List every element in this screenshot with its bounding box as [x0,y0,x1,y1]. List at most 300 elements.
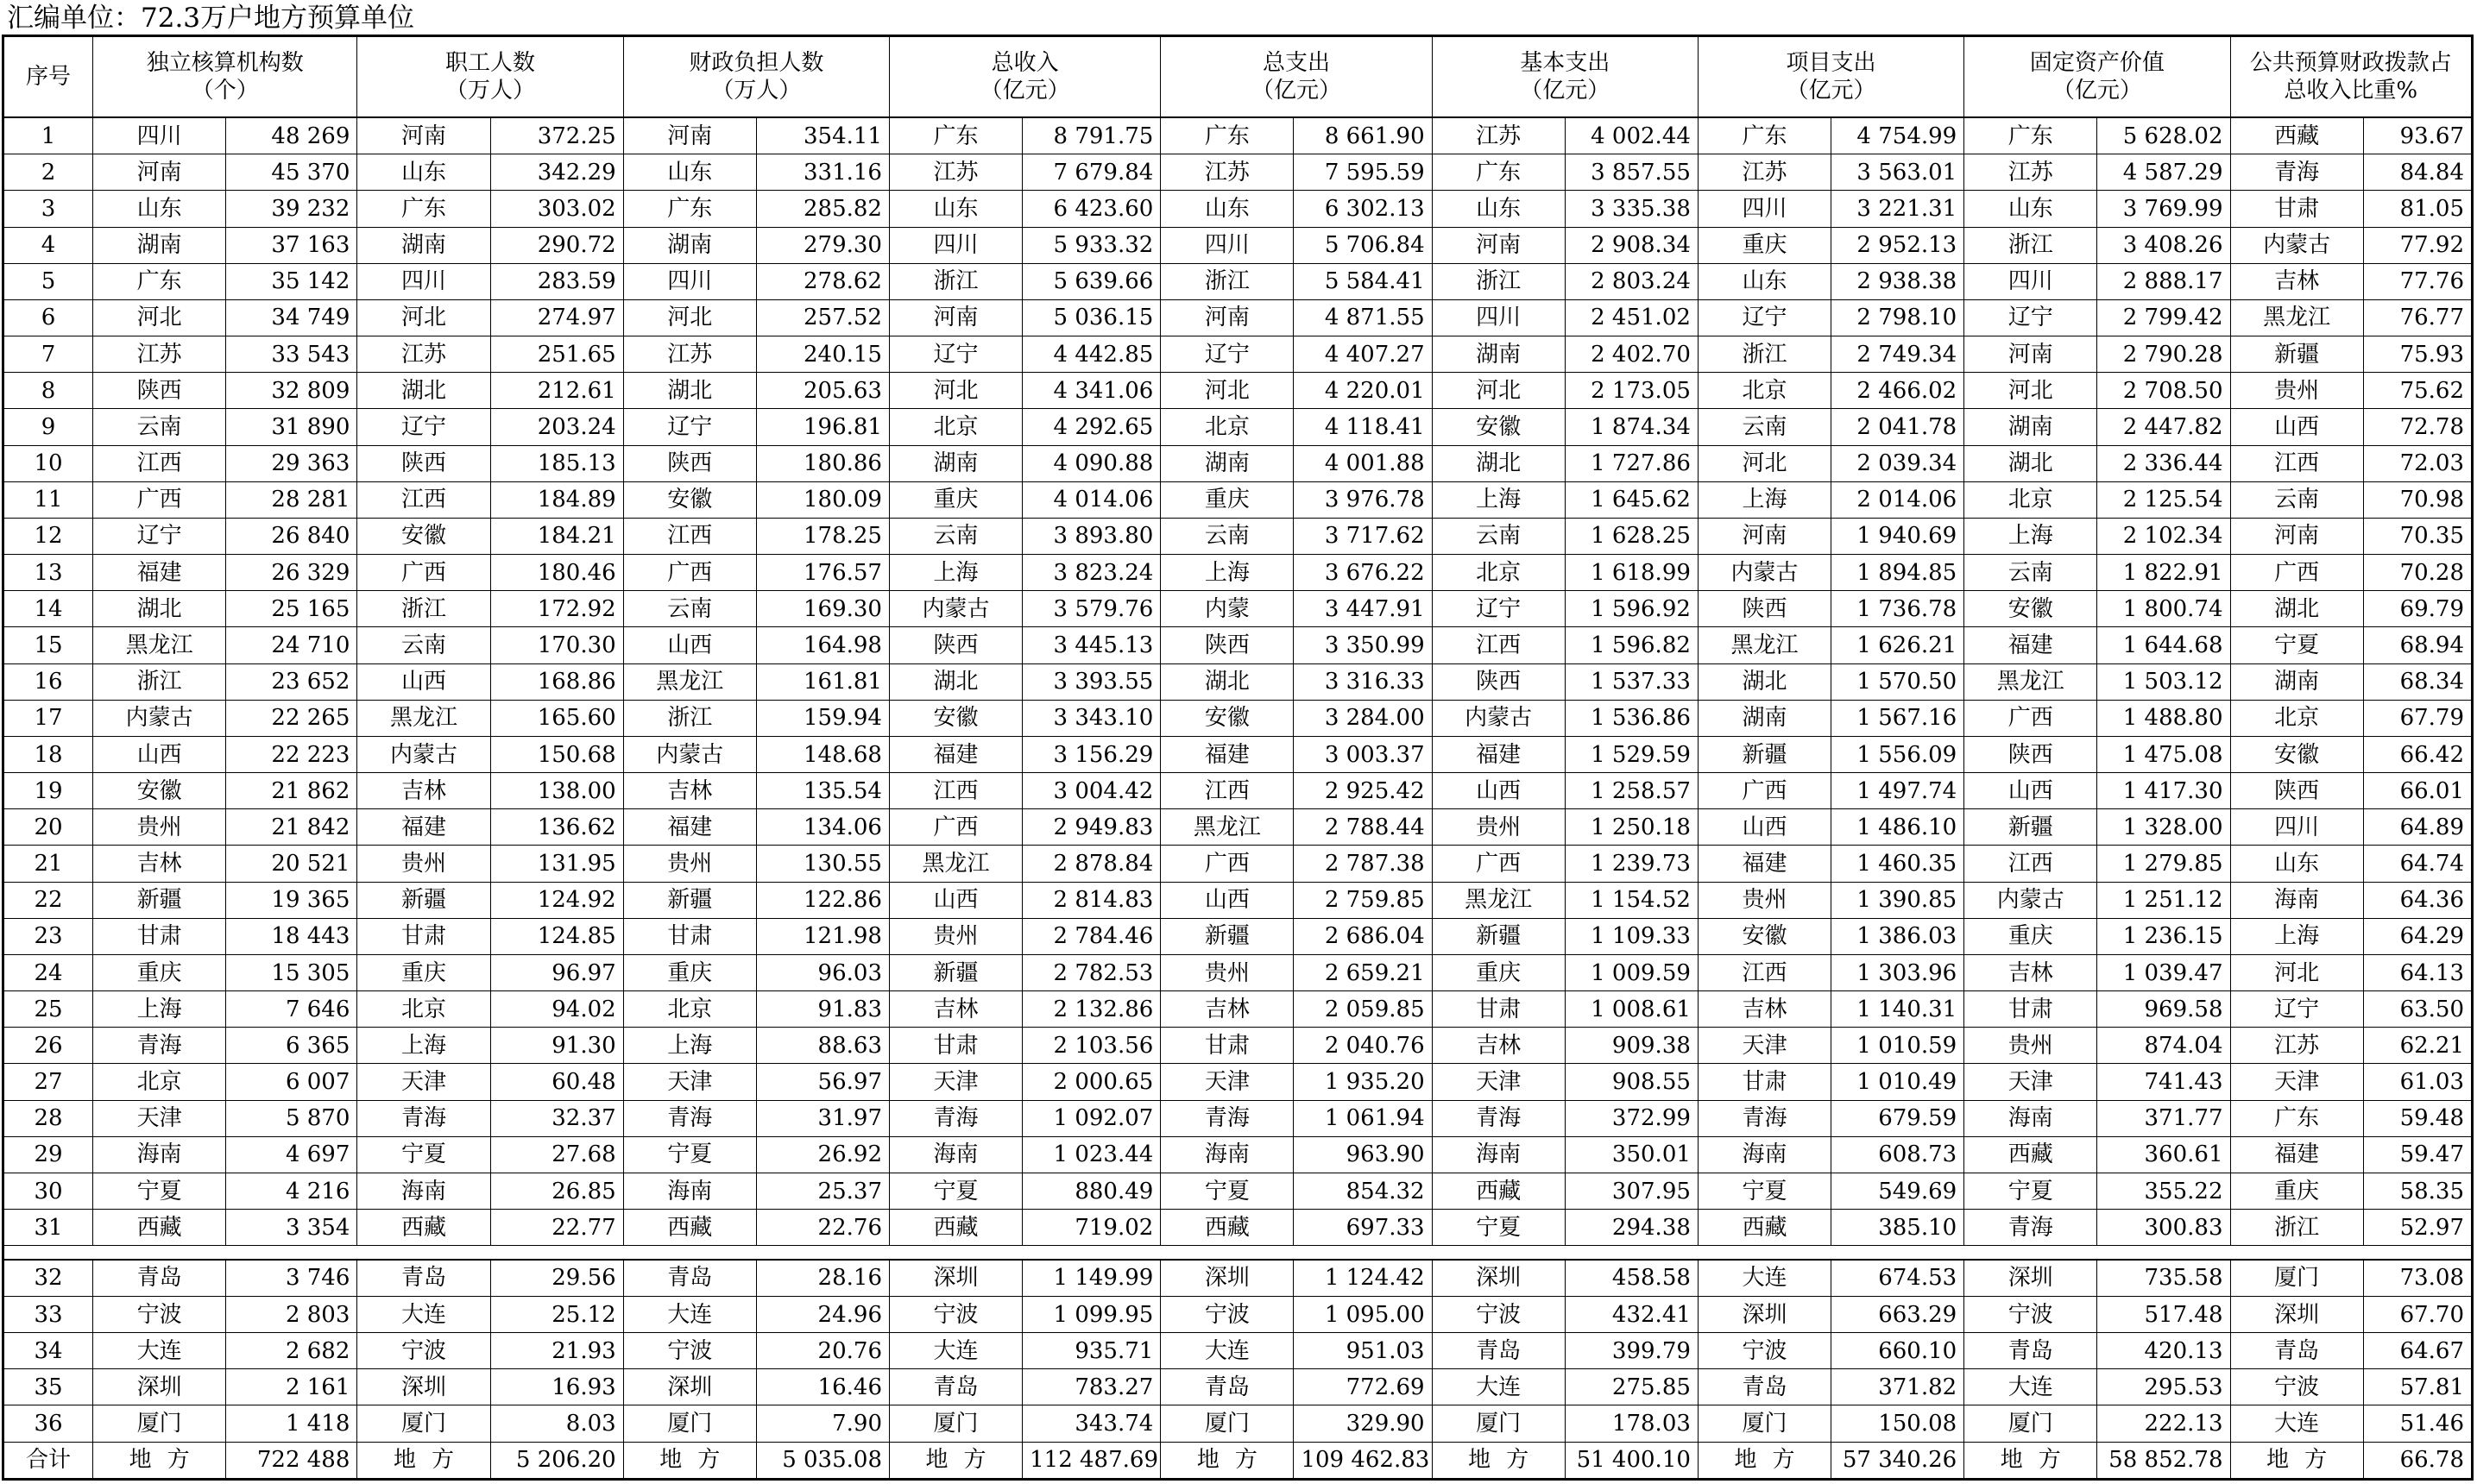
cell-region: 西藏 [1964,1136,2097,1173]
cell-region: 内蒙古 [93,700,226,736]
cell-region: 江西 [623,518,756,554]
cell-region: 大连 [2230,1405,2363,1442]
cell-region: 江苏 [93,336,226,373]
cell-region: 辽宁 [1432,591,1565,627]
table-row [3,700,2473,736]
header-col-label: 固定资产价值 [2029,50,2165,76]
cell-region: 黑龙江 [889,846,1022,882]
cell-region: 四川 [2230,809,2363,846]
cell-region: 宁夏 [889,1173,1022,1210]
cell-value: 5 035.08 [756,1442,889,1479]
cell-value: 549.69 [1831,1173,1964,1210]
cell-value: 2 000.65 [1023,1064,1161,1100]
table-row [3,736,2473,772]
cell-region: 青海 [889,1100,1022,1136]
cell-region: 辽宁 [93,518,226,554]
cell-value: 3 579.76 [1023,591,1161,627]
table-row [3,1260,2473,1297]
cell-value: 3 221.31 [1831,191,1964,227]
cell-region: 山西 [2230,409,2363,445]
cell-region: 福建 [2230,1136,2363,1173]
table-row [3,1028,2473,1064]
cell-region: 青岛 [357,1260,490,1297]
cell-region: 湖南 [1161,445,1294,481]
cell-region: 贵州 [1698,882,1831,918]
cell-region: 湖南 [357,227,490,263]
cell-region: 河南 [1432,227,1565,263]
cell-value: 608.73 [1831,1136,1964,1173]
cell-region: 内蒙古 [1432,700,1565,736]
cell-value: 342.29 [490,154,623,191]
cell-value: 6 423.60 [1023,191,1161,227]
cell-value: 1 475.08 [2097,736,2230,772]
cell-region: 西藏 [357,1210,490,1246]
row-seq: 24 [3,954,93,990]
cell-value: 76.77 [2363,299,2472,336]
cell-value: 35 142 [226,263,357,299]
separator-cell [93,1246,226,1260]
header-col-label: 公共预算财政拨款占 [2249,50,2452,76]
cell-value: 2 161 [226,1369,357,1405]
row-seq: 13 [3,555,93,591]
row-seq: 8 [3,373,93,409]
cell-region: 湖南 [1964,409,2097,445]
cell-value: 2 799.42 [2097,299,2230,336]
cell-value: 88.63 [756,1028,889,1064]
cell-region: 地方 [623,1442,756,1479]
header-col-unit: （亿元） [1251,78,1341,104]
header-col-8 [1964,36,2230,118]
cell-value: 39 232 [226,191,357,227]
header-col-label: 基本支出 [1520,50,1610,76]
separator-cell [226,1246,357,1260]
cell-region: 深圳 [1432,1260,1565,1297]
table-row [3,445,2473,481]
cell-region: 黑龙江 [1698,627,1831,663]
cell-region: 山东 [623,154,756,191]
cell-region: 福建 [1432,736,1565,772]
cell-value: 66.42 [2363,736,2472,772]
cell-region: 天津 [1698,1028,1831,1064]
cell-value: 81.05 [2363,191,2472,227]
cell-region: 青海 [623,1100,756,1136]
cell-value: 18 443 [226,918,357,954]
cell-value: 96.97 [490,954,623,990]
cell-region: 浙江 [1432,263,1565,299]
cell-value: 1 023.44 [1023,1136,1161,1173]
cell-region: 辽宁 [1964,299,2097,336]
cell-region: 青岛 [93,1260,226,1297]
cell-value: 2 040.76 [1294,1028,1432,1064]
cell-region: 四川 [889,227,1022,263]
cell-region: 厦门 [1161,1405,1294,1442]
cell-value: 3 408.26 [2097,227,2230,263]
cell-region: 辽宁 [2230,991,2363,1028]
separator-cell [1161,1246,1294,1260]
cell-region: 山东 [889,191,1022,227]
cell-region: 吉林 [889,991,1022,1028]
section-separator [3,1246,2473,1260]
cell-region: 贵州 [2230,373,2363,409]
cell-region: 大连 [1432,1369,1565,1405]
cell-value: 350.01 [1565,1136,1698,1173]
cell-value: 32.37 [490,1100,623,1136]
cell-value: 4 587.29 [2097,154,2230,191]
cell-value: 458.58 [1565,1260,1698,1297]
table-row [3,846,2473,882]
cell-region: 青海 [2230,154,2363,191]
cell-region: 宁波 [1432,1296,1565,1332]
cell-region: 地方 [93,1442,226,1479]
cell-region: 内蒙 [1161,591,1294,627]
cell-value: 1 095.00 [1294,1296,1432,1332]
cell-value: 130.55 [756,846,889,882]
row-seq: 22 [3,882,93,918]
cell-region: 浙江 [357,591,490,627]
cell-value: 295.53 [2097,1369,2230,1405]
cell-region: 海南 [1964,1100,2097,1136]
cell-region: 山东 [1161,191,1294,227]
cell-value: 124.92 [490,882,623,918]
row-seq: 20 [3,809,93,846]
cell-value: 4 341.06 [1023,373,1161,409]
cell-region: 内蒙古 [889,591,1022,627]
table-row [3,1405,2473,1442]
cell-value: 3 335.38 [1565,191,1698,227]
cell-region: 湖南 [2230,663,2363,700]
cell-region: 云南 [1964,555,2097,591]
row-seq: 5 [3,263,93,299]
cell-region: 北京 [889,409,1022,445]
cell-value: 28.16 [756,1260,889,1297]
cell-region: 山西 [1964,773,2097,809]
cell-region: 江西 [889,773,1022,809]
cell-region: 深圳 [889,1260,1022,1297]
cell-region: 江西 [93,445,226,481]
cell-region: 大连 [1698,1260,1831,1297]
cell-region: 吉林 [1432,1028,1565,1064]
cell-region: 甘肃 [1698,1064,1831,1100]
table-row [3,627,2473,663]
cell-value: 2 938.38 [1831,263,1964,299]
cell-region: 广西 [357,555,490,591]
cell-region: 深圳 [1698,1296,1831,1332]
cell-value: 1 567.16 [1831,700,1964,736]
cell-value: 94.02 [490,991,623,1028]
cell-value: 2 908.34 [1565,227,1698,263]
row-seq: 34 [3,1333,93,1369]
table-caption: 汇编单位：72.3万户地方预算单位 [7,3,415,34]
cell-value: 29.56 [490,1260,623,1297]
cell-value: 283.59 [490,263,623,299]
row-seq: 6 [3,299,93,336]
cell-region: 海南 [357,1173,490,1210]
cell-region: 辽宁 [889,336,1022,373]
cell-value: 34 749 [226,299,357,336]
cell-region: 上海 [1161,555,1294,591]
cell-value: 168.86 [490,663,623,700]
cell-region: 广东 [1964,117,2097,154]
cell-region: 天津 [1161,1064,1294,1100]
cell-value: 880.49 [1023,1173,1161,1210]
cell-value: 399.79 [1565,1333,1698,1369]
cell-value: 77.92 [2363,227,2472,263]
header-col-9 [2230,36,2473,118]
cell-value: 1 822.91 [2097,555,2230,591]
cell-region: 河北 [93,299,226,336]
cell-value: 1 618.99 [1565,555,1698,591]
cell-value: 185.13 [490,445,623,481]
cell-region: 山西 [623,627,756,663]
cell-value: 2 708.50 [2097,373,2230,409]
cell-region: 广东 [93,263,226,299]
cell-region: 深圳 [357,1369,490,1405]
cell-region: 河南 [2230,518,2363,554]
cell-value: 1 935.20 [1294,1064,1432,1100]
cell-value: 32 809 [226,373,357,409]
cell-value: 67.70 [2363,1296,2472,1332]
total-row [3,1442,2473,1479]
cell-region: 天津 [93,1100,226,1136]
cell-value: 4 090.88 [1023,445,1161,481]
cell-region: 大连 [1964,1369,2097,1405]
cell-value: 84.84 [2363,154,2472,191]
cell-value: 1 727.86 [1565,445,1698,481]
cell-region: 上海 [623,1028,756,1064]
cell-region: 云南 [623,591,756,627]
cell-region: 黑龙江 [1161,809,1294,846]
cell-value: 1 124.42 [1294,1260,1432,1297]
header-col-label: 财政负担人数 [689,50,824,76]
table-header [3,36,2473,118]
cell-value: 3 354 [226,1210,357,1246]
cell-value: 1 386.03 [1831,918,1964,954]
cell-region: 黑龙江 [1964,663,2097,700]
cell-region: 海南 [93,1136,226,1173]
cell-value: 279.30 [756,227,889,263]
cell-region: 黑龙江 [1432,882,1565,918]
cell-region: 河北 [889,373,1022,409]
cell-value: 4 407.27 [1294,336,1432,373]
cell-value: 121.98 [756,918,889,954]
cell-value: 251.65 [490,336,623,373]
cell-value: 2 014.06 [1831,481,1964,518]
cell-region: 安徽 [93,773,226,809]
cell-region: 海南 [1698,1136,1831,1173]
cell-region: 吉林 [1698,991,1831,1028]
cell-value: 205.63 [756,373,889,409]
cell-value: 70.35 [2363,518,2472,554]
cell-region: 厦门 [1964,1405,2097,1442]
header-col-label: 独立核算机构数 [146,50,304,76]
cell-value: 1 303.96 [1831,954,1964,990]
budget-ranking-table [2,35,2474,1481]
cell-region: 厦门 [1698,1405,1831,1442]
cell-region: 青岛 [2230,1333,2363,1369]
cell-region: 四川 [357,263,490,299]
cell-region: 地方 [2230,1442,2363,1479]
cell-value: 290.72 [490,227,623,263]
cell-region: 内蒙古 [357,736,490,772]
cell-region: 天津 [357,1064,490,1100]
cell-value: 4 001.88 [1294,445,1432,481]
cell-region: 厦门 [2230,1260,2363,1297]
cell-value: 4 754.99 [1831,117,1964,154]
cell-value: 1 644.68 [2097,627,2230,663]
cell-region: 山西 [1432,773,1565,809]
cell-value: 1 556.09 [1831,736,1964,772]
cell-value: 2 402.70 [1565,336,1698,373]
table-row [3,1296,2473,1332]
cell-region: 湖南 [623,227,756,263]
cell-region: 上海 [93,991,226,1028]
table-row [3,336,2473,373]
cell-value: 6 302.13 [1294,191,1432,227]
header-col-unit: （亿元） [2052,78,2142,104]
cell-value: 19 365 [226,882,357,918]
cell-value: 159.94 [756,700,889,736]
cell-region: 陕西 [1964,736,2097,772]
cell-region: 山西 [93,736,226,772]
row-seq: 3 [3,191,93,227]
cell-region: 北京 [357,991,490,1028]
cell-region: 青海 [1161,1100,1294,1136]
cell-region: 西藏 [93,1210,226,1246]
cell-value: 172.92 [490,591,623,627]
cell-value: 16.46 [756,1369,889,1405]
cell-value: 719.02 [1023,1210,1161,1246]
cell-value: 29 363 [226,445,357,481]
cell-value: 3 445.13 [1023,627,1161,663]
cell-value: 2 782.53 [1023,954,1161,990]
cell-value: 3 284.00 [1294,700,1432,736]
cell-value: 164.98 [756,627,889,663]
cell-region: 北京 [1432,555,1565,591]
cell-region: 安徽 [889,700,1022,736]
cell-value: 66.01 [2363,773,2472,809]
header-col-unit: （亿元） [1786,78,1876,104]
cell-value: 2 447.82 [2097,409,2230,445]
cell-value: 257.52 [756,299,889,336]
cell-value: 59.47 [2363,1136,2472,1173]
cell-region: 海南 [623,1173,756,1210]
cell-value: 64.74 [2363,846,2472,882]
cell-region: 厦门 [1432,1405,1565,1442]
cell-value: 2 803.24 [1565,263,1698,299]
cell-value: 874.04 [2097,1028,2230,1064]
cell-region: 新疆 [623,882,756,918]
cell-region: 吉林 [623,773,756,809]
cell-value: 51.46 [2363,1405,2472,1442]
cell-region: 西藏 [2230,117,2363,154]
separator-cell [2230,1246,2363,1260]
separator-cell [2363,1246,2472,1260]
cell-value: 343.74 [1023,1405,1161,1442]
cell-value: 300.83 [2097,1210,2230,1246]
cell-region: 甘肃 [357,918,490,954]
cell-value: 23 652 [226,663,357,700]
cell-value: 3 343.10 [1023,700,1161,736]
cell-value: 2 949.83 [1023,809,1161,846]
cell-region: 内蒙古 [1964,882,2097,918]
cell-region: 广东 [1161,117,1294,154]
cell-region: 甘肃 [2230,191,2363,227]
row-seq: 27 [3,1064,93,1100]
cell-value: 1 099.95 [1023,1296,1161,1332]
cell-value: 37 163 [226,227,357,263]
cell-value: 8.03 [490,1405,623,1442]
cell-value: 57 340.26 [1831,1442,1964,1479]
table-row [3,263,2473,299]
cell-region: 地方 [1161,1442,1294,1479]
cell-region: 青海 [1698,1100,1831,1136]
table-row [3,518,2473,554]
row-seq: 29 [3,1136,93,1173]
cell-value: 73.08 [2363,1260,2472,1297]
separator-cell [1023,1246,1161,1260]
row-seq: 11 [3,481,93,518]
cell-value: 5 584.41 [1294,263,1432,299]
cell-value: 68.34 [2363,663,2472,700]
cell-region: 湖北 [889,663,1022,700]
cell-region: 甘肃 [889,1028,1022,1064]
cell-region: 陕西 [2230,773,2363,809]
cell-value: 2 659.21 [1294,954,1432,990]
cell-region: 吉林 [93,846,226,882]
cell-region: 青岛 [1698,1369,1831,1405]
cell-value: 372.99 [1565,1100,1698,1136]
row-seq: 14 [3,591,93,627]
cell-region: 深圳 [1161,1260,1294,1297]
cell-value: 517.48 [2097,1296,2230,1332]
cell-region: 辽宁 [623,409,756,445]
cell-value: 1 645.62 [1565,481,1698,518]
cell-region: 地方 [1964,1442,2097,1479]
cell-value: 196.81 [756,409,889,445]
separator-cell [1831,1246,1964,1260]
cell-region: 浙江 [623,700,756,736]
cell-region: 江西 [2230,445,2363,481]
cell-region: 安徽 [1432,409,1565,445]
cell-value: 20.76 [756,1333,889,1369]
header-col-label: 项目支出 [1786,50,1876,76]
row-seq: 16 [3,663,93,700]
cell-value: 1 250.18 [1565,809,1698,846]
cell-value: 64.29 [2363,918,2472,954]
header-col-7 [1698,36,1963,118]
row-seq: 33 [3,1296,93,1332]
cell-value: 150.08 [1831,1405,1964,1442]
cell-value: 371.77 [2097,1100,2230,1136]
cell-region: 河北 [2230,954,2363,990]
cell-value: 7 646 [226,991,357,1028]
cell-region: 大连 [623,1296,756,1332]
cell-region: 西藏 [1698,1210,1831,1246]
cell-region: 云南 [357,627,490,663]
cell-region: 广西 [93,481,226,518]
cell-value: 33 543 [226,336,357,373]
table-row [3,1333,2473,1369]
cell-value: 70.98 [2363,481,2472,518]
cell-region: 新疆 [1432,918,1565,954]
cell-value: 59.48 [2363,1100,2472,1136]
cell-region: 陕西 [357,445,490,481]
cell-value: 63.50 [2363,991,2472,1028]
row-seq: 18 [3,736,93,772]
cell-value: 3 316.33 [1294,663,1432,700]
header-col-1 [93,36,357,118]
cell-value: 1 628.25 [1565,518,1698,554]
